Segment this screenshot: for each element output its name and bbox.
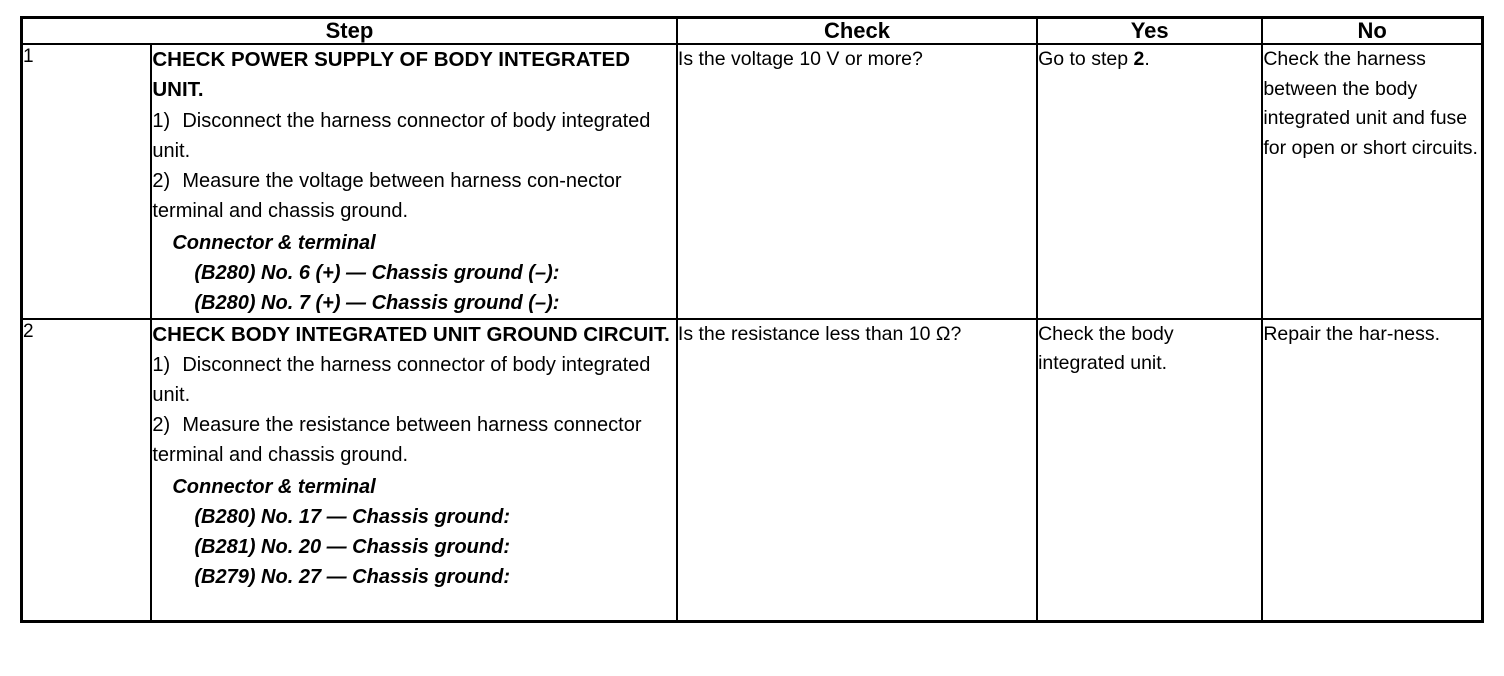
connector-heading: Connector & terminal (172, 476, 376, 499)
step-instruction (152, 166, 676, 226)
header-row (22, 18, 1483, 45)
column-header-yes: Yes (1037, 18, 1262, 45)
step-description (151, 44, 677, 318)
table-header (22, 18, 1483, 45)
yes-action-suffix: . (1144, 48, 1150, 71)
column-header-step: Step (22, 18, 677, 45)
no-action: Check the harness between the body integrated unit and fuse for open or short circuits. (1262, 44, 1482, 318)
step-instruction-text: Disconnect the harness connector of body integrated unit. (152, 354, 651, 407)
yes-action (1037, 44, 1262, 318)
step-instruction (152, 350, 676, 410)
step-title: CHECK BODY INTEGRATED UNIT GROUND CIRCUIT. (152, 322, 670, 346)
step-marker: 2) (152, 169, 171, 192)
step-marker: 1) (152, 109, 171, 132)
check-condition: Is the resistance less than 10 Ω? (677, 319, 1037, 622)
yes-action-step-ref: 2 (1133, 48, 1145, 71)
step-number: 1 (22, 44, 152, 318)
step-instruction-text: Measure the resistance between harness connector terminal and chassis ground. (152, 414, 642, 467)
step-title: CHECK POWER SUPPLY OF BODY INTEGRATED UNIT. (152, 48, 630, 101)
column-header-no: No (1262, 18, 1482, 45)
step-marker: 2) (152, 414, 171, 437)
connector-item: (B280) No. 7 (+) — Chassis ground (–): (194, 291, 560, 314)
table-row (22, 319, 1483, 622)
column-header-check: Check (677, 18, 1037, 45)
connector-item: (B280) No. 17 — Chassis ground: (194, 506, 510, 529)
step-instruction (152, 106, 676, 166)
check-condition: Is the voltage 10 V or more? (677, 44, 1037, 318)
step-description (151, 319, 677, 622)
yes-action (1037, 319, 1262, 622)
yes-action-text: Check the body integrated unit. (1038, 322, 1174, 375)
connector-item: (B279) No. 27 — Chassis ground: (194, 566, 510, 589)
connector-heading: Connector & terminal (172, 231, 376, 254)
connector-item: (B281) No. 20 — Chassis ground: (194, 536, 510, 559)
diagnostic-table (20, 16, 1484, 623)
step-instruction (152, 410, 676, 470)
connector-item: (B280) No. 6 (+) — Chassis ground (–): (194, 261, 560, 284)
yes-action-text: Go to step (1038, 48, 1134, 71)
table-body (22, 44, 1483, 621)
step-number: 2 (22, 319, 152, 622)
step-marker: 1) (152, 354, 171, 377)
table-row (22, 44, 1483, 318)
step-instruction-text: Disconnect the harness connector of body integrated unit. (152, 109, 651, 162)
step-instruction-text: Measure the voltage between harness con-nector terminal and chassis ground. (152, 169, 622, 222)
no-action: Repair the har-ness. (1262, 319, 1482, 622)
